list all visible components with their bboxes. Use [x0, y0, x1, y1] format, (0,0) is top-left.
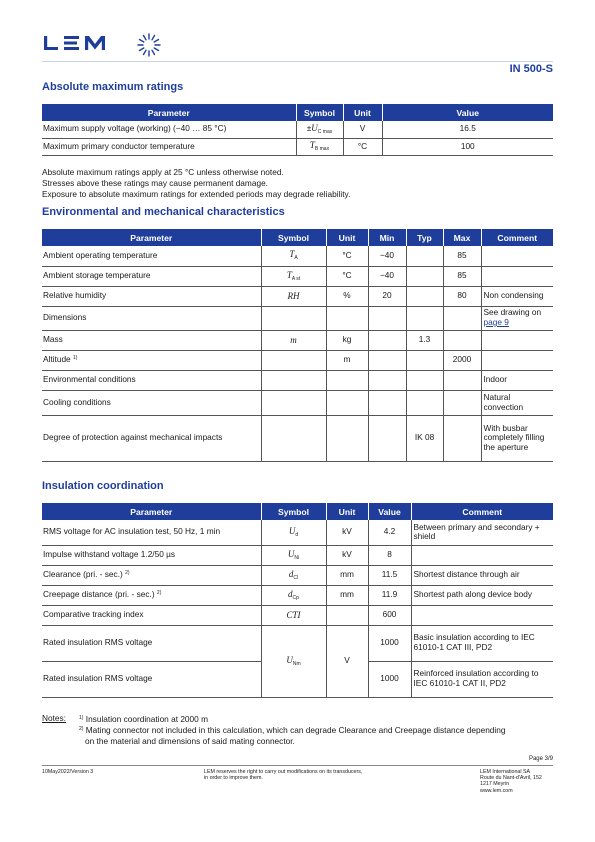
unit-cell: V — [326, 625, 368, 697]
symbol-cell: m — [261, 330, 326, 350]
param-cell: RMS voltage for AC insulation test, 50 Hz, 1 min — [42, 520, 261, 545]
col-header: Value — [382, 104, 553, 121]
comment-cell: Shortest path along device body — [411, 585, 553, 605]
unit-cell: °C — [326, 246, 368, 266]
table-row — [42, 138, 553, 155]
param-cell: Clearance (pri. - sec.) $^{2)}$ — [42, 565, 261, 585]
unit-cell: mm — [326, 565, 368, 585]
typ-cell — [406, 246, 443, 266]
value-cell: 1000 — [368, 625, 411, 661]
comment-cell: See drawing on page 9 — [481, 306, 553, 330]
col-header: Parameter — [42, 503, 261, 520]
col-header: Unit — [326, 229, 368, 246]
table-row — [42, 415, 553, 461]
unit-cell — [326, 390, 368, 415]
value-cell: 11.5 — [368, 565, 411, 585]
note-line: Stresses above these ratings may cause permanent damage. — [42, 178, 268, 188]
value-cell: 100 — [382, 138, 553, 155]
value-cell: 11.9 — [368, 585, 411, 605]
min-cell: −40 — [368, 266, 406, 286]
footer-version: 10May2022/Version 3 — [42, 769, 94, 775]
value-cell: 1000 — [368, 661, 411, 697]
table-row — [42, 390, 553, 415]
table-row — [42, 605, 553, 625]
col-header: Max — [443, 229, 481, 246]
footer-address: LEM International SA Route du Nant-d'Avril, 152 1217 Meyrin www.lem.com — [480, 769, 542, 794]
notes-label: Notes: — [42, 713, 66, 723]
unit-cell: V — [343, 121, 382, 138]
col-header: Symbol — [296, 104, 343, 121]
comment-cell — [411, 605, 553, 625]
comment-cell — [481, 350, 553, 370]
param-cell: Creepage distance (pri. - sec.) $^{2)}$ — [42, 585, 261, 605]
min-cell — [368, 330, 406, 350]
table-row — [42, 121, 553, 138]
symbol-cell: $T_A$ — [261, 246, 326, 266]
typ-cell: 1.3 — [406, 330, 443, 350]
unit-cell: °C — [343, 138, 382, 155]
param-cell: Maximum primary conductor temperature — [42, 138, 296, 155]
max-cell — [443, 330, 481, 350]
max-cell: 2000 — [443, 350, 481, 370]
comment-cell: Basic insulation according to IEC 61010-1 CAT III, PD2 — [411, 625, 553, 661]
unit-cell: mm — [326, 585, 368, 605]
param-cell: Cooling conditions — [42, 390, 261, 415]
footnote-marker: 2) — [156, 590, 162, 597]
col-header: Symbol — [261, 229, 326, 246]
max-cell — [443, 370, 481, 390]
note-line: Exposure to absolute maximum ratings for extended periods may degrade reliability. — [42, 189, 351, 199]
unit-cell — [326, 370, 368, 390]
footer-disclaimer: LEM reserves the right to carry out modifications on its transducers, in order to improve them. — [204, 769, 363, 782]
footnote-marker: 1) — [73, 355, 78, 362]
table-row — [42, 520, 553, 545]
col-header: Unit — [343, 104, 382, 121]
col-header: Min — [368, 229, 406, 246]
table-row — [42, 545, 553, 565]
typ-cell — [406, 266, 443, 286]
unit-cell: kV — [326, 545, 368, 565]
max-cell — [443, 390, 481, 415]
table-row — [42, 585, 553, 605]
symbol-cell: $U_d$ — [261, 520, 326, 545]
param-cell: Ambient storage temperature — [42, 266, 261, 286]
table-header-row — [42, 229, 553, 246]
param-cell: Impulse withstand voltage 1.2/50 µs — [42, 545, 261, 565]
symbol-cell — [261, 390, 326, 415]
symbol-cell: $\pm U_{C max}$ — [296, 121, 343, 138]
absolute-max-notes — [42, 167, 350, 200]
unit-cell — [326, 605, 368, 625]
comment-cell: With busbar completely filling the aperture — [481, 415, 553, 461]
min-cell — [368, 390, 406, 415]
environmental-table — [42, 229, 553, 462]
typ-cell — [406, 390, 443, 415]
col-header: Typ — [406, 229, 443, 246]
comment-cell — [411, 545, 553, 565]
unit-cell: kV — [326, 520, 368, 545]
section-title-insulation: Insulation coordination — [42, 480, 164, 492]
comment-cell: Non condensing — [481, 286, 553, 306]
note-line: Absolute maximum ratings apply at 25 °C unless otherwise noted. — [42, 167, 284, 177]
footnote-marker: 2) — [125, 570, 130, 577]
min-cell — [368, 370, 406, 390]
param-cell: Maximum supply voltage (working) (−40 … 85 °C) — [42, 121, 296, 138]
symbol-cell — [261, 350, 326, 370]
typ-cell — [406, 350, 443, 370]
insulation-table — [42, 503, 553, 698]
page-9-link[interactable]: page 9 — [483, 317, 509, 327]
param-cell: Dimensions — [42, 306, 261, 330]
value-cell: 16.5 — [382, 121, 553, 138]
symbol-cell: $T_{B max}$ — [296, 138, 343, 155]
symbol-cell: $U_{Ni}$ — [261, 545, 326, 565]
max-cell: 80 — [443, 286, 481, 306]
table-row — [42, 246, 553, 266]
min-cell: 20 — [368, 286, 406, 306]
table-row — [42, 625, 553, 661]
min-cell — [368, 306, 406, 330]
min-cell — [368, 350, 406, 370]
symbol-cell: $d_{Cl}$ — [261, 565, 326, 585]
table-row — [42, 266, 553, 286]
param-cell: Degree of protection against mechanical impacts — [42, 415, 261, 461]
part-number: IN 500-S — [509, 63, 553, 75]
note-item: $^{1)}$ Insulation coordination at 2000 m — [79, 714, 208, 724]
table-row — [42, 370, 553, 390]
table-header-row — [42, 503, 553, 520]
param-cell: Rated insulation RMS voltage — [42, 661, 261, 697]
symbol-cell — [261, 415, 326, 461]
col-header: Parameter — [42, 229, 261, 246]
typ-cell — [406, 286, 443, 306]
header-divider — [42, 61, 553, 62]
param-cell: Comparative tracking index — [42, 605, 261, 625]
col-header: Comment — [481, 229, 553, 246]
symbol-cell: $T_{A st}$ — [261, 266, 326, 286]
page-number: Page 3/9 — [528, 756, 553, 762]
website-link[interactable]: www.lem.com — [480, 787, 513, 794]
comment-cell: Shortest distance through air — [411, 565, 553, 585]
comment-cell: Indoor — [481, 370, 553, 390]
symbol-cell: CTI — [261, 605, 326, 625]
unit-cell — [326, 306, 368, 330]
unit-cell: % — [326, 286, 368, 306]
sunburst-icon — [138, 34, 160, 56]
symbol-cell — [261, 306, 326, 330]
max-cell — [443, 415, 481, 461]
min-cell — [368, 415, 406, 461]
footer-divider — [42, 765, 553, 766]
table-row — [42, 350, 553, 370]
param-cell: Rated insulation RMS voltage — [42, 625, 261, 661]
absolute-max-table — [42, 104, 553, 156]
col-header: Unit — [326, 503, 368, 520]
value-cell: 4.2 — [368, 520, 411, 545]
typ-cell — [406, 370, 443, 390]
typ-cell: IK 08 — [406, 415, 443, 461]
max-cell: 85 — [443, 266, 481, 286]
col-header: Comment — [411, 503, 553, 520]
symbol-cell: $d_{Cp}$ — [261, 585, 326, 605]
lem-logo — [44, 31, 166, 57]
section-title-environmental: Environmental and mechanical characteristics — [42, 206, 285, 218]
max-cell: 85 — [443, 246, 481, 266]
table-row — [42, 565, 553, 585]
max-cell — [443, 306, 481, 330]
unit-cell — [326, 415, 368, 461]
param-cell: Environmental conditions — [42, 370, 261, 390]
param-cell: Mass — [42, 330, 261, 350]
param-cell: Relative humidity — [42, 286, 261, 306]
value-cell: 600 — [368, 605, 411, 625]
col-header: Parameter — [42, 104, 296, 121]
comment-cell: Between primary and secondary + shield — [411, 520, 553, 545]
comment-cell — [481, 330, 553, 350]
param-cell: Ambient operating temperature — [42, 246, 261, 266]
comment-cell — [481, 246, 553, 266]
min-cell: −40 — [368, 246, 406, 266]
table-row — [42, 306, 553, 330]
value-cell: 8 — [368, 545, 411, 565]
table-row — [42, 286, 553, 306]
col-header: Value — [368, 503, 411, 520]
unit-cell: m — [326, 350, 368, 370]
section-title-absolute-max: Absolute maximum ratings — [42, 81, 184, 93]
typ-cell — [406, 306, 443, 330]
col-header: Symbol — [261, 503, 326, 520]
comment-cell — [481, 266, 553, 286]
note-item: $^{2)}$ Mating connector not included in this calculation, which can degrade Clearance and Creepage distance depending on the material and dimensions of said mating connector. — [79, 725, 506, 746]
comment-cell: Natural convection — [481, 390, 553, 415]
symbol-cell — [261, 370, 326, 390]
comment-cell: Reinforced insulation according to IEC 61010-1 CAT II, PD2 — [411, 661, 553, 697]
unit-cell: °C — [326, 266, 368, 286]
table-row — [42, 330, 553, 350]
table-header-row — [42, 104, 553, 121]
symbol-cell: $U_{Nm}$ — [261, 625, 326, 697]
param-cell: Altitude $^{1)}$ — [42, 350, 261, 370]
unit-cell: kg — [326, 330, 368, 350]
symbol-cell: RH — [261, 286, 326, 306]
